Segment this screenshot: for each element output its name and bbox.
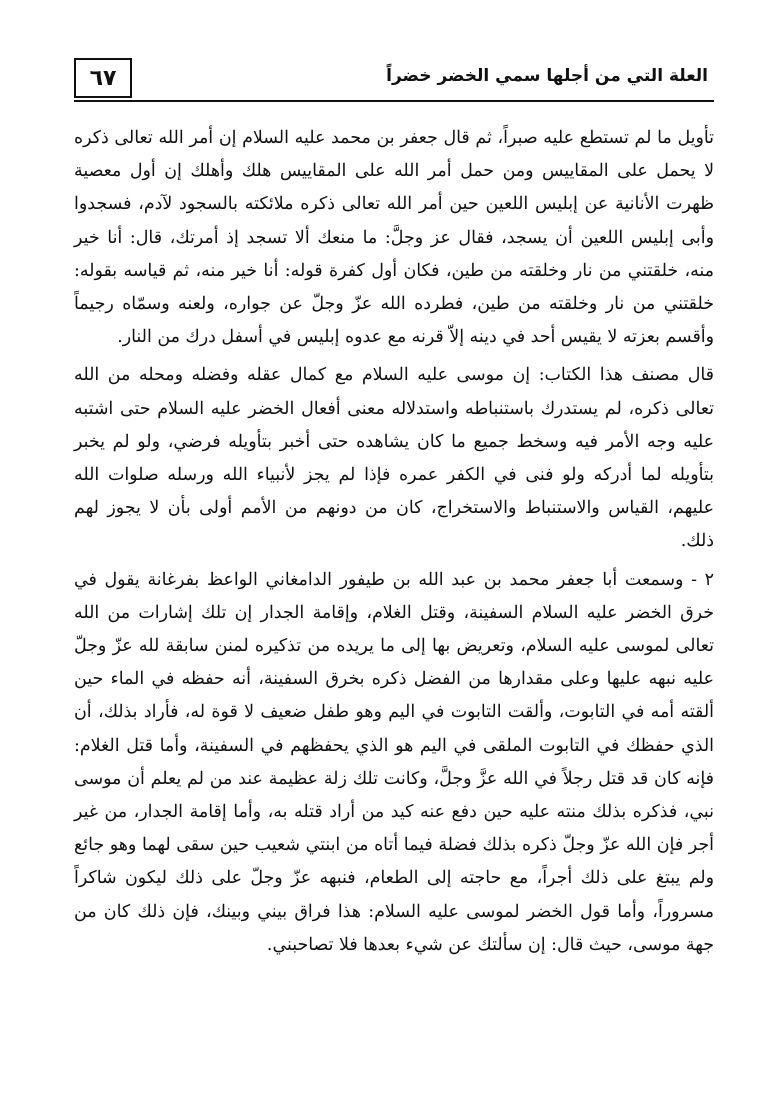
book-page: [74, 54, 714, 1084]
paragraph: قال مصنف هذا الكتاب: إن موسى عليه السلام مع كمال عقله وفضله ومحله من الله تعالى ذكره، لم يستدرك باستنباطه واستدلاله معنى أفعال الخضر عليه السلام حتى اشتبه عليه وجه الأمر فيه وسخط جميع ما كان يشاهده حتى أخبر بتأويله فرضي، ولو لم يخبر بتأويله لما أدركه ولو فنى في الكفر عمره فإذا لم يجز لأنبياء الله ورسله صلوات الله عليهم، القياس والاستنباط والاستخراج، كان من دونهم من الأمم أولى بأن لا يجوز لهم ذلك.: [74, 365, 714, 552]
paragraph: تأويل ما لم تستطع عليه صبراً، ثم قال جعفر بن محمد عليه السلام إن أمر الله تعالى ذكره لا يحمل على المقاييس ومن حمل أمر الله على المقاييس هلك وأهلك إن أول معصية ظهرت الأنانية عن إبليس اللعين حين أمر الله تعالى ذكره ملائكته بالسجود لآدم، فسجدوا وأبى إبليس اللعين أن يسجد، فقال عز وجلَّ: ما منعك ألا تسجد إذ أمرتك، قال: أنا خير منه، خلقتني من نار وخلقته من طين، فكان أول كفرة قوله: أنا خير منه، ثم قياسه بقوله: خلقتني من نار وخلقته من طين، فطرده الله عزّ وجلّ عن جواره، ولعنه وسمّاه رجيماً وأقسم بعزته لا يقيس أحد في دينه إلاّ قرنه مع عدوه إبليس في أسفل درك من النار.: [74, 128, 714, 348]
running-title: العلة التي من أجلها سمي الخضر خضراً: [386, 66, 708, 86]
page-header: [74, 54, 714, 102]
page-number: ٦٧: [74, 58, 132, 98]
paragraph: ٢ - وسمعت أبا جعفر محمد بن عبد الله بن طيفور الدامغاني الواعظ بفرغانة يقول في خرق الخضر عليه السلام السفينة، وقتل الغلام، وإقامة الجدار إن تلك إشارات من الله تعالى لموسى عليه السلام، وتعريض بها إلى ما يريده من تذكيره لمنن سابقة لله عزّ وجلّ عليه نبهه عليها وعلى مقدارها من الفضل ذكره بخرق السفينة، أنه حفظه في الماء حين ألقته أمه في التابوت، وألقت التابوت في اليم وهو طفل ضعيف لا قوة له، فأراد بذلك، أن الذي حفظك في التابوت الملقى في اليم هو الذي يحفظهم في السفينة، وأما قتل الغلام: فإنه كان قد قتل رجلاً في الله عزَّ وجلَّ، وكانت تلك زلة عظيمة عند من لم يعلم أن موسى نبي، فذكره بذلك منته عليه حين دفع عنه كيد من أراد قتله به، وأما إقامة الجدار، من غير أجر فإن الله عزّ وجلّ ذكره بذلك فضلة فيما أتاه من ابنتي شعيب حين سقى لهما وهو جائع ولم يبتغ على ذلك أجراً، مع حاجته إلى الطعام، فنبهه عزّ وجلّ على ذلك ليكون شاكراً مسروراً، وأما قول الخضر لموسى عليه السلام: هذا فراق بيني وبينك، فإن ذلك كان من جهة موسى، حيث قال: إن سألتك عن شيء بعدها فلا تصاحبني.: [74, 569, 714, 955]
body-text: [74, 122, 714, 962]
